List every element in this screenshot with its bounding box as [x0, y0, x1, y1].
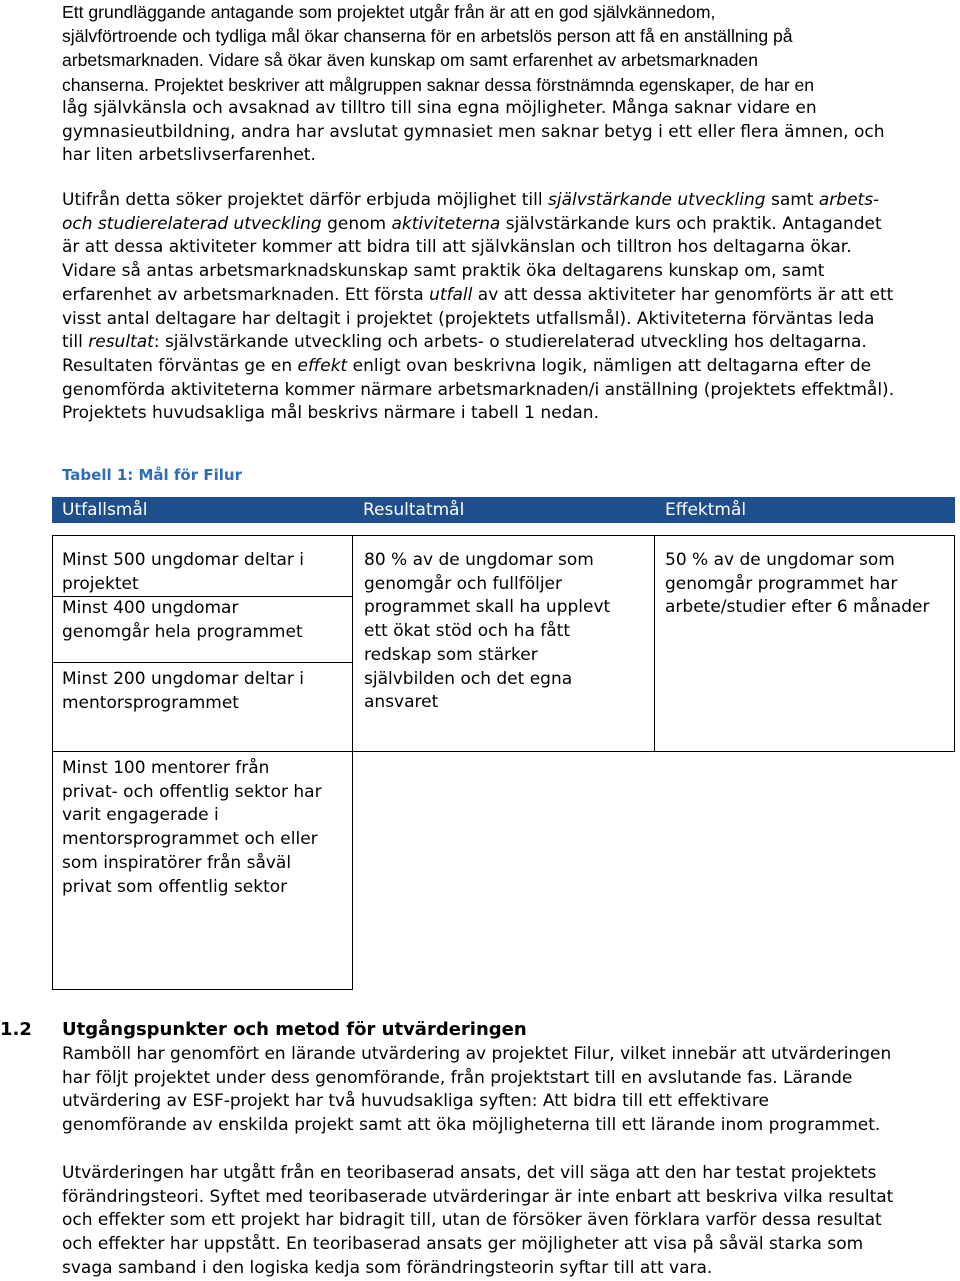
paragraph-line: och effekter har uppstått. En teoribaserad ansats ger möjligheter att visa på såväl starka som — [62, 1234, 864, 1255]
paragraph-line: erfarenhet av arbetsmarknaden. Ett första utfall av att dessa aktiviteter har genomförts är att ett — [62, 284, 894, 305]
table-rule — [654, 535, 655, 752]
section-paragraph — [62, 1043, 952, 1138]
paragraph-line: svaga samband i den logiska kedja som förändringsteorin syftar till att vara. — [62, 1257, 713, 1278]
paragraph-line: är att dessa aktiviteter kommer att bidra till att självkänslan och tilltron hos deltagarna ökar. — [62, 237, 852, 258]
table-rule — [352, 751, 353, 990]
table-rule — [954, 535, 955, 752]
table-header-row — [52, 497, 955, 523]
table-rule — [52, 989, 353, 990]
table-cell-effekt: 50 % av de ungdomar som genomgår programmet har arbete/studier efter 6 månader — [665, 550, 930, 618]
intro-line: Ett grundläggande antagande som projektet utgår från är att en god självkännedom, — [62, 2, 716, 22]
column-header-resultatmal: Resultatmål — [363, 500, 465, 520]
paragraph-line: och effekter som ett projekt har bidragit till, utan de försöker även förklara varför dessa resultat — [62, 1210, 882, 1231]
table-caption: Tabell 1: Mål för Filur — [62, 466, 242, 484]
section-heading: Utgångspunkter och metod för utvärderingen — [62, 1019, 527, 1040]
paragraph-line: Utifrån detta söker projektet därför erbjuda möjlighet till självstärkande utveckling samt arbets- — [62, 190, 880, 210]
intro-line: gymnasieutbildning, andra har avslutat gymnasiet men saknar betyg i ett eller flera ämnen, och — [62, 121, 885, 142]
paragraph-line: Projektets huvudsakliga mål beskrivs närmare i tabell 1 nedan. — [62, 403, 599, 424]
intro-line: arbetsmarknaden. Vidare så ökar även kunskap om samt erfarenhet av arbetsmarknaden — [62, 50, 758, 71]
table-cell-resultat: 80 % av de ungdomar som genomgår och fullföljer programmet skall ha upplevt ett ökat stöd och ha fått redskap som stärker självbilden och det egna ansvaret — [364, 550, 611, 713]
intro-line: självförtroende och tydliga mål ökar chanserna för en arbetslös person att få en anställning på — [62, 26, 793, 47]
intro-line: har liten arbetslivserfarenhet. — [62, 145, 316, 166]
column-header-effektmal: Effektmål — [665, 500, 747, 520]
paragraph-line: till resultat: självstärkande utveckling och arbets- o studierelaterad utveckling hos deltagarna. — [62, 332, 867, 353]
paragraph-line: förändringsteori. Syftet med teoribaserade utvärderingar är inte enbart att beskriva vilka resultat — [62, 1186, 894, 1207]
paragraph-line: har följt projektet under dess genomförande, från projektstart till en avslutande fas. Lärande — [62, 1067, 853, 1088]
table-cell-utfall: Minst 500 ungdomar deltar i projektet — [62, 550, 305, 594]
table-rule — [52, 535, 53, 990]
paragraph-line: Vidare så antas arbetsmarknadskunskap samt praktik öka deltagarens kunskap om, samt — [62, 261, 825, 282]
table-rule — [52, 751, 955, 752]
table-rule — [352, 535, 353, 752]
paragraph-line: genomförda aktiviteterna kommer närmare arbetsmarknaden/i anställning (projektets effektmål). — [62, 379, 895, 400]
table-rule — [52, 535, 955, 536]
paragraph-line: utvärdering av ESF-projekt har två huvudsakliga syften: Att bidra till ett effektivare — [62, 1091, 769, 1112]
paragraph-line: Ramböll har genomfört en lärande utvärdering av projektet Filur, vilket innebär att utvärderingen — [62, 1044, 892, 1064]
paragraph-line: Utvärderingen har utgått från en teoribaserad ansats, det vill säga att den har testat projektets — [62, 1163, 877, 1183]
paragraph-line: visst antal deltagare har deltagit i projektet (projektets utfallsmål). Aktiviteterna förväntas leda — [62, 308, 875, 329]
table-rule — [52, 662, 352, 663]
paragraph-line: Resultaten förväntas ge en effekt enligt ovan beskrivna logik, nämligen att deltagarna efter de — [62, 355, 872, 376]
intro-paragraph — [62, 0, 952, 168]
intro-line: låg självkänsla och avsaknad av tilltro till sina egna möjligheter. Många saknar vidare en — [62, 97, 817, 118]
table-cell-utfall: Minst 400 ungdomar genomgår hela programmet — [62, 598, 303, 642]
section-number: 1.2 — [0, 1019, 32, 1040]
paragraph-line: och studierelaterad utveckling genom aktiviteterna självstärkande kurs och praktik. Antagandet — [62, 213, 882, 234]
table-cell-utfall: Minst 200 ungdomar deltar i mentorsprogrammet — [62, 669, 305, 713]
column-header-utfallsmal: Utfallsmål — [62, 500, 148, 520]
table-cell-utfall: Minst 100 mentorer från privat- och offentlig sektor har varit engagerade i mentorsprogrammet och eller som inspiratörer från såväl privat som offentlig sektor — [62, 758, 322, 897]
goals-paragraph — [62, 189, 952, 426]
intro-line: chanserna. Projektet beskriver att målgruppen saknar dessa förstnämnda egenskaper, de har en — [62, 74, 815, 95]
paragraph-line: genomförande av enskilda projekt samt att öka möjligheterna till ett lärande inom programmet. — [62, 1115, 881, 1136]
section-paragraph — [62, 1162, 952, 1281]
